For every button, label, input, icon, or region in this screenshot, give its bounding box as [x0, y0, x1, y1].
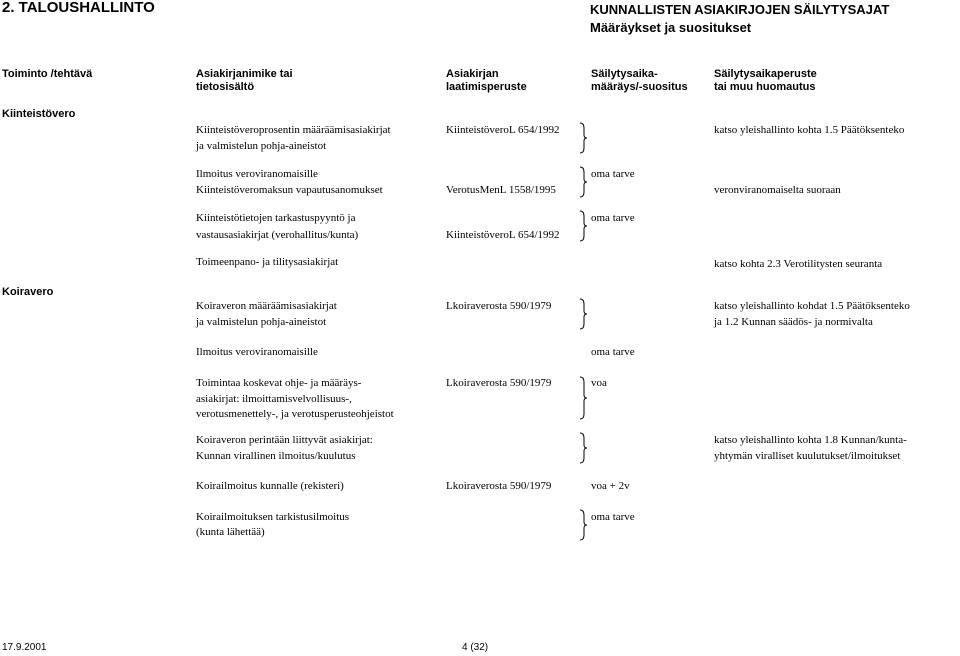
document-name-cont: ja valmistelun pohja-aineistot	[196, 316, 327, 328]
retention-period: oma tarve	[591, 212, 635, 224]
bracket-icon	[578, 298, 590, 330]
document-name: Koiraveron määräämisasiakirjat	[196, 300, 337, 312]
document-name: Koiraveron perintään liittyvät asiakirjat:	[196, 434, 373, 446]
retention-period: oma tarve	[591, 168, 635, 180]
section-heading-koiravero: Koiravero	[2, 286, 54, 298]
document-name-cont: vastausasiakirjat (verohallitus/kunta)	[196, 229, 359, 241]
footer-page-number: 4 (32)	[462, 642, 489, 653]
column-header-basis-l2: laatimisperuste	[446, 81, 527, 93]
column-header-document-l2: tietosisältö	[196, 81, 255, 93]
retention-period: oma tarve	[591, 511, 635, 523]
bracket-icon	[578, 166, 590, 198]
note: katso yleishallinto kohta 1.8 Kunnan/kunta-	[714, 434, 907, 446]
bracket-icon	[578, 210, 590, 242]
document-name: Toimeenpano- ja tilitysasiakirjat	[196, 256, 339, 268]
legal-basis: Lkoiraverosta 590/1979	[446, 480, 552, 492]
bracket-icon	[578, 509, 590, 541]
document-name: Ilmoitus veroviranomaisille	[196, 168, 318, 180]
footer-date: 17.9.2001	[2, 642, 47, 653]
document-name: Kiinteistöveroprosentin määräämisasiakirjat	[196, 124, 391, 136]
document-name: Koirailmoituksen tarkistusilmoitus	[196, 511, 350, 523]
document-name: Koirailmoitus kunnalle (rekisteri)	[196, 480, 344, 492]
section-title: 2. TALOUSHALLINTO	[2, 0, 155, 16]
legal-basis: KiinteistöveroL 654/1992	[446, 124, 560, 136]
retention-period: voa	[591, 377, 607, 389]
document-name-cont: ja valmistelun pohja-aineistot	[196, 140, 327, 152]
column-header-basis-l1: Asiakirjan	[446, 68, 499, 80]
document-subtitle: Määräykset ja suositukset	[590, 20, 752, 35]
bracket-icon	[578, 376, 590, 420]
section-heading-kiinteistovero: Kiinteistövero	[2, 108, 76, 120]
retention-period: voa + 2v	[591, 480, 630, 492]
bracket-icon	[578, 432, 590, 464]
note-cont: ja 1.2 Kunnan säädös- ja normivalta	[714, 316, 873, 328]
document-name-cont: Kiinteistöveromaksun vapautusanomukset	[196, 184, 383, 196]
document-name: Kiinteistötietojen tarkastuspyyntö ja	[196, 212, 356, 224]
bracket-icon	[578, 122, 590, 154]
column-header-retention-l1: Säilytysaika-	[591, 68, 658, 80]
document-name: Toimintaa koskevat ohje- ja määräys-	[196, 377, 362, 389]
legal-basis: VerotusMenL 1558/1995	[446, 184, 556, 196]
column-header-note-l2: tai muu huomautus	[714, 81, 816, 93]
legal-basis: KiinteistöveroL 654/1992	[446, 229, 560, 241]
column-header-task: Toiminto /tehtävä	[2, 68, 93, 80]
note: veronviranomaiselta suoraan	[714, 184, 841, 196]
retention-period: oma tarve	[591, 346, 635, 358]
note: katso kohta 2.3 Verotilitysten seuranta	[714, 258, 883, 270]
document-name-cont: (kunta lähettää)	[196, 526, 265, 538]
note-cont: yhtymän viralliset kuulutukset/ilmoitukset	[714, 450, 901, 462]
legal-basis: Lkoiraverosta 590/1979	[446, 377, 552, 389]
document-title: KUNNALLISTEN ASIAKIRJOJEN SÄILYTYSAJAT	[590, 2, 890, 17]
document-name-cont: asiakirjat: ilmoittamisvelvollisuus-,	[196, 393, 352, 405]
document-name-cont: Kunnan virallinen ilmoitus/kuulutus	[196, 450, 356, 462]
column-header-document-l1: Asiakirjanimike tai	[196, 68, 293, 80]
note: katso yleishallinto kohta 1.5 Päätöksenteko	[714, 124, 905, 136]
column-header-note-l1: Säilytysaikaperuste	[714, 68, 817, 80]
column-header-retention-l2: määräys/-suositus	[591, 81, 688, 93]
note: katso yleishallinto kohdat 1.5 Päätöksenteko	[714, 300, 910, 312]
document-name-cont: verotusmenettely-, ja verotusperusteohjeistot	[196, 408, 394, 420]
legal-basis: Lkoiraverosta 590/1979	[446, 300, 552, 312]
document-name: Ilmoitus veroviranomaisille	[196, 346, 318, 358]
